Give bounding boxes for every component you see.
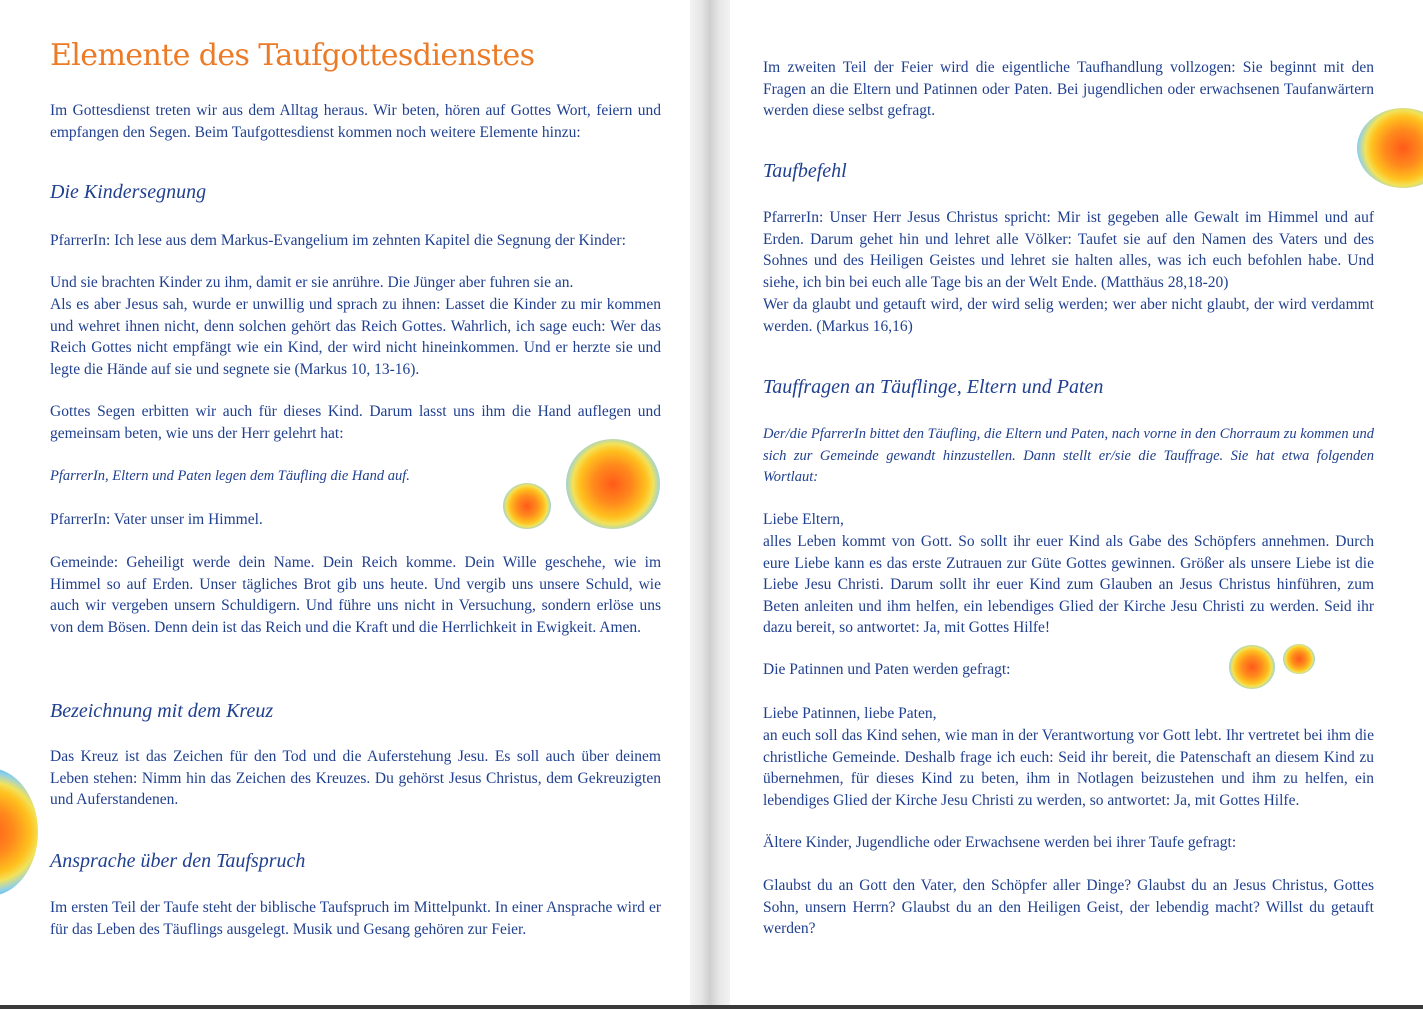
heading-taufbefehl: Taufbefehl: [763, 160, 847, 182]
watercolor-dot-decoration: [566, 439, 660, 529]
paragraph: Und sie brachten Kinder zu ihm, damit er sie anrühre. Die Jünger aber fuhren sie an.: [50, 274, 574, 291]
watercolor-dot-decoration: [0, 768, 38, 896]
paragraph: PfarrerIn: Ich lese aus dem Markus-Evangelium im zehnten Kapitel die Segnung der Kinder:: [50, 232, 626, 249]
page-title: Elemente des Taufgottesdienstes: [50, 38, 535, 73]
paragraph: an euch soll das Kind sehen, wie man in der Verantwortung vor Gott lebt. Ihr vertretet bei ihm die christliche Gemeinde. Deshalb frage ich euch: Seid ihr bereit, die Patenschaft an diesem Kind zu übernehmen, für dieses Kind zu beten, ihm in Notlagen beizustehen und ihm zu helfen, ein lebendiges Glied der Kirche Jesu Christi zu werden, so antwortet: Ja, mit Gottes Hilfe.: [763, 727, 1374, 809]
instruction-text: PfarrerIn, Eltern und Paten legen dem Täufling die Hand auf.: [50, 468, 410, 484]
paragraph: Ältere Kinder, Jugendliche oder Erwachsene werden bei ihrer Taufe gefragt:: [763, 834, 1237, 851]
instruction-text: Der/die PfarrerIn bittet den Täufling, die Eltern und Paten, nach vorne in den Chorraum zu kommen und sich zur Gemeinde gewandt hinzustellen. Dann stellt er/sie die Tauffrage. Sie hat etwa folgenden Wortlaut:: [763, 426, 1374, 486]
lords-prayer-paragraph: Gemeinde: Geheiligt werde dein Name. Dein Reich komme. Dein Wille geschehe, wie im Himmel so auf Erden. Unser tägliches Brot gib uns heute. Und vergib uns unsere Schuld, wie auch wir vergeben unsern Schuldigern. Und führe uns nicht in Versuchung, sondern erlöse uns von dem Bösen. Denn dein ist das Reich und die Kraft und die Herrlichkeit in Ewigkeit. Amen.: [50, 554, 661, 636]
greeting: Liebe Eltern,: [763, 511, 844, 528]
paragraph: PfarrerIn: Vater unser im Himmel.: [50, 511, 263, 528]
paragraph: Wer da glaubt und getauft wird, der wird selig werden; wer aber nicht glaubt, der wird verdammt werden. (Markus 16,16): [763, 296, 1374, 335]
watercolor-dot-decoration: [1229, 645, 1275, 689]
paragraph: Gottes Segen erbitten wir auch für dieses Kind. Darum lasst uns ihm die Hand auflegen und gemeinsam beten, wie uns der Herr gelehrt hat:: [50, 403, 661, 442]
heading-kindersegnung: Die Kindersegnung: [50, 181, 207, 203]
heading-kreuz: Bezeichnung mit dem Kreuz: [50, 700, 274, 722]
intro-paragraph: Im Gottesdienst treten wir aus dem Alltag heraus. Wir beten, hören auf Gottes Wort, feiern und empfangen den Segen. Beim Taufgottesdienst kommen noch weitere Elemente hinzu:: [50, 102, 661, 141]
watercolor-dot-decoration: [1283, 644, 1315, 674]
right-page: [730, 0, 1423, 1009]
bottom-edge-line: [0, 1005, 1423, 1009]
watercolor-dot-decoration: [503, 483, 551, 529]
paragraph: alles Leben kommt von Gott. So sollt ihr euer Kind als Gabe des Schöpfers annehmen. Durch eure Liebe kann es das erste Zutrauen zur Güte Gottes gewinnen. Größer als unsere Liebe ist die Liebe Jesu Christi. Darum sollt ihr euer Kind zum Glauben an Jesus Christus hinführen, zum Beten anleiten und ihm helfen, ein lebendiges Glied der Kirche Jesu Christi zu werden. Seid ihr dazu bereit, so antwortet: Ja, mit Gottes Hilfe!: [763, 533, 1374, 637]
paragraph: PfarrerIn: Unser Herr Jesus Christus spricht: Mir ist gegeben alle Gewalt im Himmel und auf Erden. Darum gehet hin und lehret alle Völker: Taufet sie auf den Namen des Vaters und des Sohnes und des Heiligen Geistes und lehret sie halten alles, was ich euch befohlen habe. Und siehe, ich bin bei euch alle Tage bis an der Welt Ende. (Matthäus 28,18-20): [763, 209, 1374, 291]
intro-paragraph: Im zweiten Teil der Feier wird die eigentliche Taufhandlung vollzogen: Sie beginnt mit den Fragen an die Eltern und Patinnen oder Paten. Bei jugendlichen oder erwachsenen Taufanwärtern werden diese selbst gefragt.: [763, 59, 1374, 120]
paragraph: Glaubst du an Gott den Vater, den Schöpfer aller Dinge? Glaubst du an Jesus Christus, Gottes Sohn, unsern Herrn? Glaubst du an den Heiligen Geist, der lebendig macht? Willst du getauft werden?: [763, 877, 1374, 938]
paragraph: Im ersten Teil der Taufe steht der biblische Taufspruch im Mittelpunkt. In einer Ansprache wird er für das Leben des Täuflings ausgelegt. Musik und Gesang gehören zur Feier.: [50, 899, 661, 938]
greeting: Liebe Patinnen, liebe Paten,: [763, 705, 937, 722]
heading-tauffragen: Tauffragen an Täuflinge, Eltern und Paten: [763, 376, 1104, 398]
paragraph: Das Kreuz ist das Zeichen für den Tod und die Auferstehung Jesu. Es soll auch über deinem Leben stehen: Nimm hin das Zeichen des Kreuzes. Du gehörst Jesus Christus, dem Gekreuzigten und Auferstandenen.: [50, 748, 661, 809]
heading-ansprache: Ansprache über den Taufspruch: [50, 850, 306, 872]
paragraph: Als es aber Jesus sah, wurde er unwillig und sprach zu ihnen: Lasset die Kinder zu mir kommen und wehret ihnen nicht, denn solchen gehört das Reich Gottes. Wahrlich, ich sage euch: Wer das Reich Gottes nicht empfängt wie ein Kind, der wird nicht hineinkommen. Und er herzte sie und legte die Hände auf sie und segnete sie (Markus 10, 13-16).: [50, 296, 661, 378]
paragraph: Die Patinnen und Paten werden gefragt:: [763, 661, 1011, 678]
left-page: [0, 0, 690, 1009]
